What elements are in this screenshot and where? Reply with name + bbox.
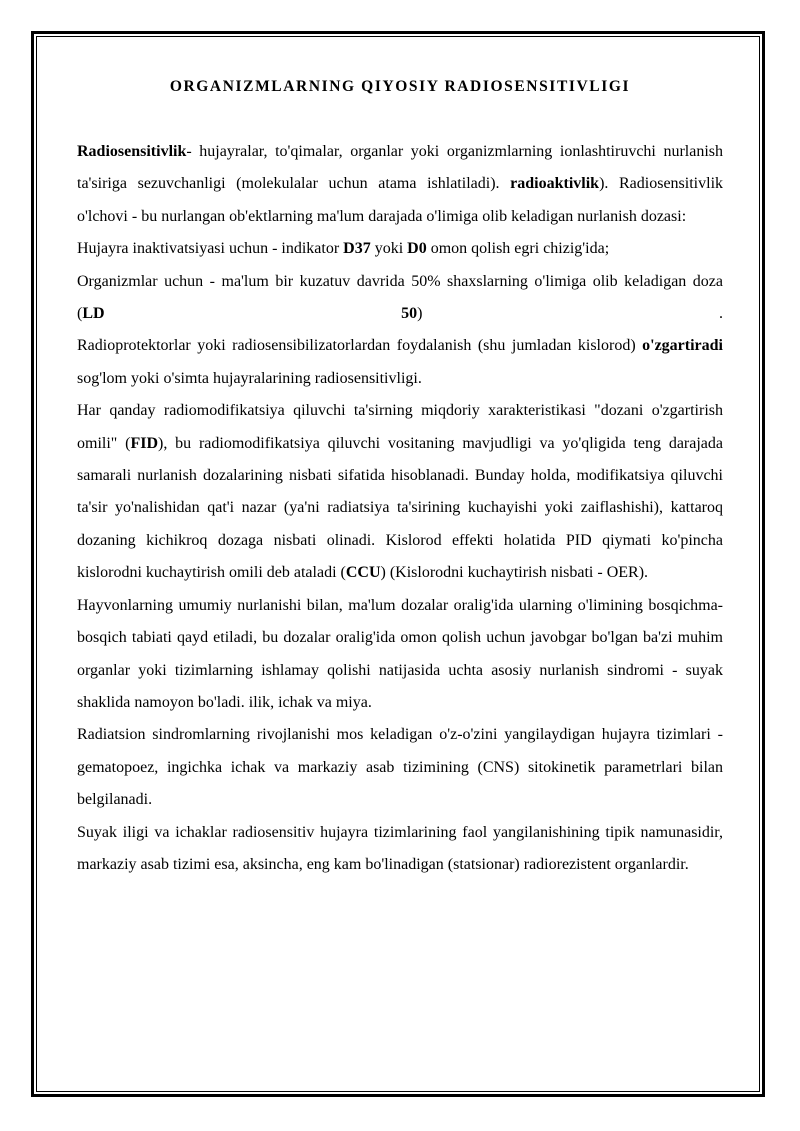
paragraph-cell-inactivation: Hujayra inaktivatsiyasi uchun - indikator D37 yoki D0 omon qolish egri chizig'ida; <box>77 240 610 258</box>
term-ccu: CCU <box>345 564 381 582</box>
term-d37: D37 <box>343 240 371 258</box>
paragraph-organisms-dose: Organizmlar uchun - ma'lum bir kuzatuv davrida 50% shaxslarning o'limiga olib keladigan doza (LD 50) . <box>77 272 723 323</box>
paragraph-definition: Radiosensitivlik- hujayralar, to'qimalar, organlar yoki organizmlarning ionlashtiruvchi nurlanish ta'siriga sezuvchanligi (molekulalar uchun atama ishlatiladi). radioaktivlik). Radiosensitivlik o'lchovi - bu nurlangan ob'ektlarning ma'lum darajada o'limiga olib keladigan nurlanish dozasi: <box>77 143 724 225</box>
paragraph-bone-marrow: Suyak iligi va ichaklar radiosensitiv hujayra tizimlarining faol yangilanishining tipik namunasidir, markaziy asab tizimi esa, aksincha, eng kam bo'linadigan (statsionar) radiorezistent organlardir. <box>77 823 723 873</box>
term-ld50: LD 50 <box>82 305 418 323</box>
document-title: ORGANIZMLARNING QIYOSIY RADIOSENSITIVLIGI <box>169 78 631 95</box>
term-ozgartiradi: o'zgartiradi <box>642 337 723 355</box>
term-radioaktivlik: radioaktivlik <box>510 175 600 193</box>
paragraph-radiation-syndromes: Hayvonlarning umumiy nurlanishi bilan, ma'lum dozalar oralig'ida ularning o'limining bosqichma-bosqich tabiati qayd etiladi, bu dozalar oralig'ida omon qolish uchun javobgar bo'lgan ba'zi muhim organlar yoki tizimlarning ishlamay qolishi natijasida uchta asosiy nurlanish sindromi - suyak shaklida namoyon bo'ladi. ilik, ichak va miya. <box>77 596 723 711</box>
term-d0: D0 <box>407 240 427 258</box>
term-radiosensitivlik: Radiosensitivlik <box>77 143 187 160</box>
term-fid: FID <box>130 434 159 452</box>
paragraph-dose-modifying-factor: Har qanday radiomodifikatsiya qiluvchi ta'sirning miqdoriy xarakteristikasi "dozani o'zgartirish omili" (FID), bu radiomodifikatsiya qiluvchi vositaning mavjudligi va yo'qligida teng darajada samarali nurlanish dozalarining nisbati sifatida hisoblanadi. Bunday holda, modifikatsiya qiluvchi ta'sir yo'nalishidan qat'i nazar (ya'ni radiatsiya ta'sirining kuchayishi yoki zaiflashishi), kattaroq dozaning kichikroq dozaga nisbati olinadi. Kislorod effekti holatida PID qiymati ko'pincha kislorodni kuchaytirish omili deb ataladi (CCU) (Kislorodni kuchaytirish nisbati - OER). <box>77 402 724 582</box>
paragraph-syndrome-development: Radiatsion sindromlarning rivojlanishi mos keladigan o'z-o'zini yangilaydigan hujayra tizimlari - gematopoez, ingichka ichak va markaziy asab tizimining (CNS) sitokinetik parametrlari bilan belgilanadi. <box>77 726 723 809</box>
paragraph-radioprotectors: Radioprotektorlar yoki radiosensibilizatorlardan foydalanish (shu jumladan kislorod) o'zgartiradi sog'lom yoki o'simta hujayralarining radiosensitivligi. <box>77 337 723 387</box>
document-body <box>77 76 723 881</box>
